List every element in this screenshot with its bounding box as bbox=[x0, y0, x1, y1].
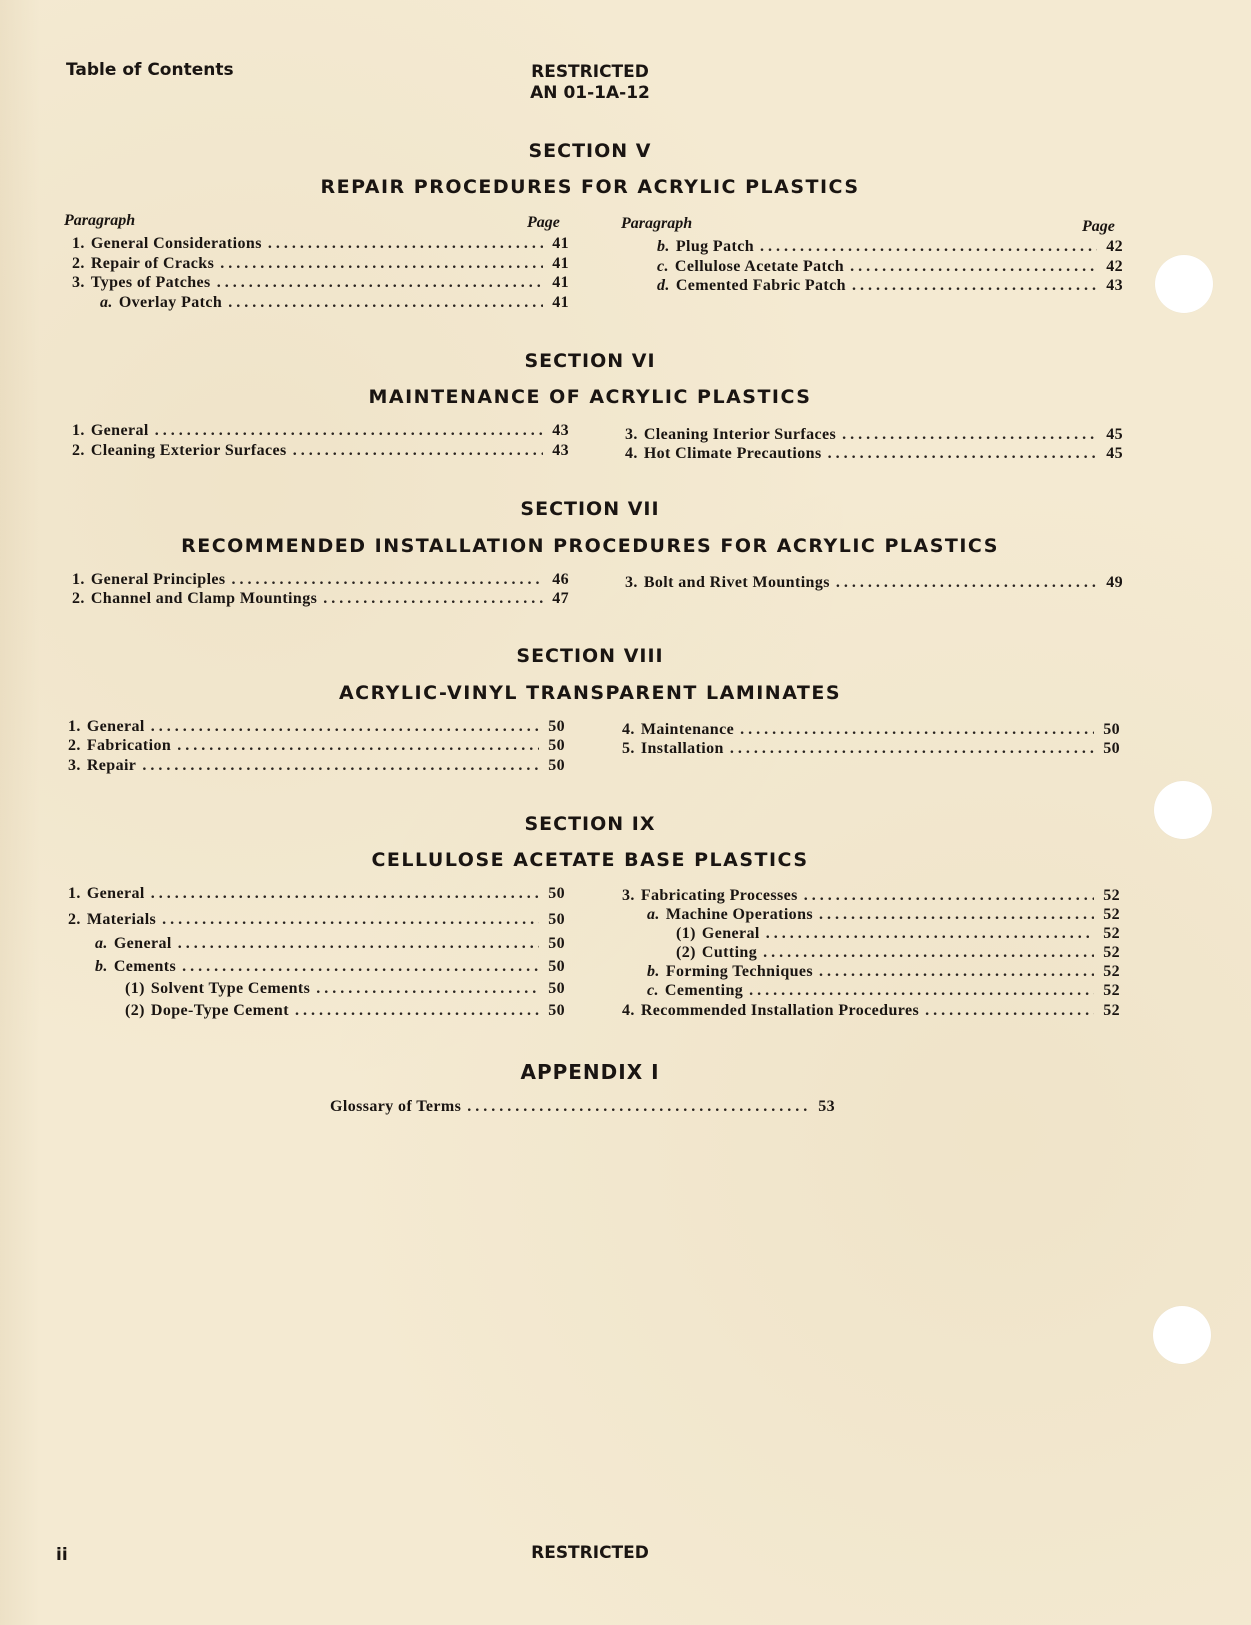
entry-number: (1) bbox=[676, 925, 696, 942]
dot-leader bbox=[293, 442, 543, 460]
entry-number: 3. bbox=[68, 757, 81, 774]
entry-number: b. bbox=[647, 963, 660, 980]
entry-page: 50 bbox=[548, 911, 565, 928]
dot-leader bbox=[268, 235, 543, 253]
dot-leader bbox=[766, 925, 1094, 943]
entry-label: Types of Patches bbox=[90, 274, 211, 291]
toc-entry[interactable] bbox=[625, 574, 1123, 594]
entry-page: 45 bbox=[1106, 445, 1123, 462]
corner-label: Table of Contents bbox=[66, 60, 234, 80]
section-title: RECOMMENDED INSTALLATION PROCEDURES FOR ACRYLIC PLASTICS bbox=[181, 535, 999, 557]
dot-leader bbox=[182, 958, 539, 976]
entry-number: 3. bbox=[622, 887, 635, 904]
entry-page: 53 bbox=[818, 1098, 835, 1115]
dot-leader bbox=[842, 426, 1097, 444]
toc-entry[interactable] bbox=[657, 258, 1123, 278]
toc-entry[interactable] bbox=[647, 963, 1120, 983]
entry-label: General bbox=[86, 718, 145, 735]
entry-number: 1. bbox=[72, 571, 85, 588]
section-number: SECTION VII bbox=[520, 498, 660, 520]
dot-leader bbox=[763, 944, 1094, 962]
punch-hole bbox=[1155, 255, 1213, 313]
dot-leader bbox=[804, 887, 1094, 905]
entry-number: 5. bbox=[622, 740, 635, 757]
section-number: SECTION VIII bbox=[516, 645, 664, 667]
entry-label: General bbox=[701, 925, 760, 942]
dot-leader bbox=[749, 982, 1094, 1000]
entry-label: Bolt and Rivet Mountings bbox=[643, 574, 830, 591]
entry-label: Cementing bbox=[664, 982, 744, 999]
dot-leader bbox=[925, 1002, 1094, 1020]
dot-leader bbox=[151, 885, 539, 903]
entry-page: 50 bbox=[548, 757, 565, 774]
toc-entry[interactable] bbox=[657, 277, 1123, 297]
toc-entry[interactable] bbox=[647, 906, 1120, 926]
classification-header: RESTRICTED bbox=[531, 62, 649, 82]
entry-number: 2. bbox=[72, 442, 85, 459]
entry-label: Plug Patch bbox=[675, 238, 755, 255]
entry-page: 50 bbox=[1103, 721, 1120, 738]
entry-page: 41 bbox=[552, 294, 569, 311]
toc-entry[interactable] bbox=[72, 571, 569, 591]
entry-number: a. bbox=[95, 935, 108, 952]
toc-entry[interactable] bbox=[676, 925, 1120, 945]
entry-page: 50 bbox=[548, 718, 565, 735]
entry-number: 1. bbox=[68, 718, 81, 735]
entry-label: Cleaning Exterior Surfaces bbox=[90, 442, 287, 459]
entry-number: 4. bbox=[625, 445, 638, 462]
dot-leader bbox=[730, 740, 1094, 758]
section-number: SECTION VI bbox=[524, 350, 656, 372]
entry-page: 50 bbox=[548, 1002, 565, 1019]
entry-label: Channel and Clamp Mountings bbox=[90, 590, 318, 607]
entry-page: 43 bbox=[1106, 277, 1123, 294]
dot-leader bbox=[852, 277, 1097, 295]
section-title: MAINTENANCE OF ACRYLIC PLASTICS bbox=[368, 386, 812, 408]
dot-leader bbox=[316, 980, 539, 998]
entry-page: 41 bbox=[552, 255, 569, 272]
entry-number: c. bbox=[647, 982, 659, 999]
entry-label: Cellulose Acetate Patch bbox=[674, 258, 845, 275]
entry-number: 2. bbox=[72, 255, 85, 272]
entry-label: Dope-Type Cement bbox=[150, 1002, 289, 1019]
dot-leader bbox=[232, 571, 543, 589]
entry-number: 1. bbox=[72, 422, 85, 439]
entry-number: (2) bbox=[125, 1002, 145, 1019]
entry-page: 52 bbox=[1103, 906, 1120, 923]
entry-label: Glossary of Terms bbox=[330, 1098, 462, 1115]
toc-entry[interactable] bbox=[68, 737, 565, 757]
entry-number: 3. bbox=[72, 274, 85, 291]
toc-entry[interactable] bbox=[622, 721, 1120, 741]
document-number: AN 01-1A-12 bbox=[530, 83, 650, 103]
entry-number: 2. bbox=[72, 590, 85, 607]
entry-label: Hot Climate Precautions bbox=[643, 445, 822, 462]
paragraph-column-header: Paragraph bbox=[621, 215, 693, 232]
entry-label: Cutting bbox=[701, 944, 758, 961]
entry-label: Materials bbox=[86, 911, 157, 928]
entry-number: 2. bbox=[68, 737, 81, 754]
entry-number: c. bbox=[657, 258, 669, 275]
dot-leader bbox=[467, 1098, 809, 1116]
dot-leader bbox=[836, 574, 1097, 592]
entry-number: (1) bbox=[125, 980, 145, 997]
toc-entry[interactable] bbox=[72, 255, 569, 275]
dot-leader bbox=[155, 422, 543, 440]
entry-label: Installation bbox=[640, 740, 724, 757]
entry-label: Cleaning Interior Surfaces bbox=[643, 426, 837, 443]
appendix-title: APPENDIX I bbox=[520, 1060, 660, 1084]
entry-page: 52 bbox=[1103, 925, 1120, 942]
dot-leader bbox=[819, 906, 1094, 924]
entry-number: (2) bbox=[676, 944, 696, 961]
toc-entry[interactable] bbox=[622, 740, 1120, 760]
toc-entry[interactable] bbox=[625, 426, 1123, 446]
entry-number: 4. bbox=[622, 1002, 635, 1019]
toc-entry[interactable] bbox=[330, 1098, 835, 1118]
entry-page: 50 bbox=[548, 737, 565, 754]
toc-entry[interactable] bbox=[125, 980, 565, 1000]
dot-leader bbox=[228, 294, 543, 312]
entry-number: a. bbox=[100, 294, 113, 311]
entry-label: Recommended Installation Procedures bbox=[640, 1002, 920, 1019]
entry-label: General bbox=[113, 935, 172, 952]
entry-label: Cements bbox=[113, 958, 177, 975]
entry-page: 45 bbox=[1106, 426, 1123, 443]
entry-label: Machine Operations bbox=[665, 906, 814, 923]
punch-hole bbox=[1153, 1306, 1211, 1364]
section-title: ACRYLIC-VINYL TRANSPARENT LAMINATES bbox=[338, 682, 842, 704]
entry-page: 52 bbox=[1103, 982, 1120, 999]
entry-page: 52 bbox=[1103, 963, 1120, 980]
dot-leader bbox=[819, 963, 1094, 981]
toc-entry[interactable] bbox=[622, 887, 1120, 907]
toc-entry[interactable] bbox=[72, 442, 569, 462]
entry-label: Repair bbox=[86, 757, 137, 774]
toc-entry[interactable] bbox=[625, 445, 1123, 465]
toc-entry[interactable] bbox=[72, 590, 569, 610]
entry-page: 50 bbox=[1103, 740, 1120, 757]
entry-page: 42 bbox=[1106, 258, 1123, 275]
entry-label: Solvent Type Cements bbox=[150, 980, 311, 997]
toc-entry[interactable] bbox=[622, 1002, 1120, 1022]
entry-number: a. bbox=[647, 906, 660, 923]
entry-number: 1. bbox=[68, 885, 81, 902]
entry-page: 50 bbox=[548, 885, 565, 902]
dot-leader bbox=[323, 590, 543, 608]
entry-label: Repair of Cracks bbox=[90, 255, 215, 272]
toc-entry[interactable] bbox=[657, 238, 1123, 258]
entry-label: Cemented Fabric Patch bbox=[675, 277, 846, 294]
dot-leader bbox=[178, 935, 539, 953]
dot-leader bbox=[142, 757, 539, 775]
entry-page: 43 bbox=[552, 442, 569, 459]
classification-footer: RESTRICTED bbox=[531, 1543, 649, 1563]
page-number: ii bbox=[56, 1545, 68, 1565]
dot-leader bbox=[740, 721, 1094, 739]
dot-leader bbox=[177, 737, 539, 755]
entry-page: 41 bbox=[552, 235, 569, 252]
toc-entry[interactable] bbox=[68, 885, 565, 905]
toc-entry[interactable] bbox=[68, 718, 565, 738]
entry-label: Fabricating Processes bbox=[640, 887, 798, 904]
page-column-header: Page bbox=[1082, 218, 1115, 235]
dot-leader bbox=[295, 1002, 539, 1020]
entry-number: 4. bbox=[622, 721, 635, 738]
paragraph-column-header: Paragraph bbox=[64, 212, 136, 229]
entry-page: 46 bbox=[552, 571, 569, 588]
entry-page: 52 bbox=[1103, 944, 1120, 961]
toc-entry[interactable] bbox=[68, 757, 565, 777]
entry-label: General bbox=[90, 422, 149, 439]
toc-entry[interactable] bbox=[647, 982, 1120, 1002]
section-title: REPAIR PROCEDURES FOR ACRYLIC PLASTICS bbox=[320, 176, 860, 198]
toc-entry[interactable] bbox=[95, 935, 565, 955]
entry-label: Maintenance bbox=[640, 721, 735, 738]
entry-number: d. bbox=[657, 277, 670, 294]
section-title: CELLULOSE ACETATE BASE PLASTICS bbox=[371, 849, 809, 871]
entry-page: 43 bbox=[552, 422, 569, 439]
entry-number: b. bbox=[95, 958, 108, 975]
entry-number: 3. bbox=[625, 426, 638, 443]
toc-entry[interactable] bbox=[100, 294, 569, 314]
entry-page: 52 bbox=[1103, 887, 1120, 904]
entry-page: 41 bbox=[552, 274, 569, 291]
entry-page: 50 bbox=[548, 958, 565, 975]
toc-entry[interactable] bbox=[95, 958, 565, 978]
toc-entry[interactable] bbox=[72, 274, 569, 294]
entry-label: Overlay Patch bbox=[118, 294, 223, 311]
dot-leader bbox=[850, 258, 1097, 276]
dot-leader bbox=[162, 911, 539, 929]
entry-number: b. bbox=[657, 238, 670, 255]
entry-page: 50 bbox=[548, 980, 565, 997]
dot-leader bbox=[151, 718, 539, 736]
toc-entry[interactable] bbox=[72, 235, 569, 255]
entry-page: 47 bbox=[552, 590, 569, 607]
entry-label: General Considerations bbox=[90, 235, 262, 252]
entry-page: 52 bbox=[1103, 1002, 1120, 1019]
section-number: SECTION V bbox=[528, 140, 652, 162]
section-number: SECTION IX bbox=[524, 813, 656, 835]
toc-entry[interactable] bbox=[68, 911, 565, 931]
entry-label: Fabrication bbox=[86, 737, 172, 754]
entry-number: 2. bbox=[68, 911, 81, 928]
entry-number: 3. bbox=[625, 574, 638, 591]
entry-page: 49 bbox=[1106, 574, 1123, 591]
dot-leader bbox=[828, 445, 1097, 463]
dot-leader bbox=[217, 274, 543, 292]
toc-entry[interactable] bbox=[72, 422, 569, 442]
page-column-header: Page bbox=[527, 214, 560, 231]
dot-leader bbox=[760, 238, 1097, 256]
entry-label: Forming Techniques bbox=[665, 963, 814, 980]
entry-page: 50 bbox=[548, 935, 565, 952]
dot-leader bbox=[220, 255, 543, 273]
entry-label: General bbox=[86, 885, 145, 902]
toc-entry[interactable] bbox=[676, 944, 1120, 964]
entry-label: General Principles bbox=[90, 571, 226, 588]
entry-page: 42 bbox=[1106, 238, 1123, 255]
entry-number: 1. bbox=[72, 235, 85, 252]
toc-entry[interactable] bbox=[125, 1002, 565, 1022]
